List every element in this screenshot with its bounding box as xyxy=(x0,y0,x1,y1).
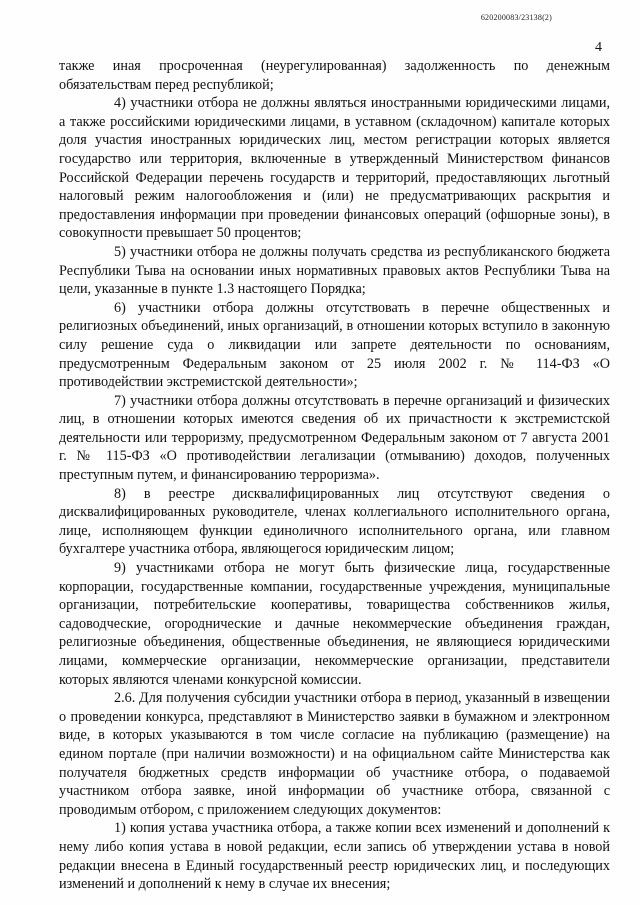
paragraph-item-6: 6) участники отбора должны отсутствовать в перечне общественных и религиозных объединений, иных организаций, в отношении которых вступило в законную силу решение суда о ликвидации или запрете деятельности по основаниям, предусмотренным Федеральным законом от 25 июля 2002 г. № 114-ФЗ «О противодействии экстремистской деятельности»; xyxy=(59,299,610,391)
document-code: 620200083/23138(2) xyxy=(480,13,552,22)
paragraph-document-1: 1) копия устава участника отбора, а также копии всех изменений и дополнений к нему либо копия устава в новой редакции, если запись об утверждении устава в новой редакции внесена в Единый государственный реестр юридических лиц, и последующих изменений и дополнений к нему в случае их внесения; xyxy=(59,820,610,893)
paragraph-item-8: 8) в реестре дисквалифицированных лиц отсутствуют сведения о дисквалифицированных руководителе, членах коллегиального исполнительного органа, лице, исполняющем функции единоличного исполнительного органа, или главном бухгалтере участника отбора, являющегося юридическим лицом; xyxy=(59,485,610,558)
paragraph-item-7: 7) участники отбора должны отсутствовать в перечне организаций и физических лиц, в отношении которых имеются сведения об их причастности к экстремистской деятельности или терроризму, предусмотренном Федеральным законом от 7 августа 2001 г. № 115-ФЗ «О противодействии легализации (отмыванию) доходов, полученных преступным путем, и финансированию терроризма». xyxy=(59,392,610,484)
paragraph-item-5: 5) участники отбора не должны получать средства из республиканского бюджета Республики Тыва на основании иных нормативных правовых актов Республики Тыва на цели, указанные в пункте 1.3 настоящего Порядка; xyxy=(59,243,610,298)
paragraph-continuation: также иная просроченная (неурегулированная) задолженность по денежным обязательствам перед республикой; xyxy=(59,58,610,93)
document-body xyxy=(59,57,610,894)
page-number: 4 xyxy=(595,40,602,55)
paragraph-section-2-6: 2.6. Для получения субсидии участники отбора в период, указанный в извещении о проведении конкурса, представляют в Министерство заявки в бумажном и электронном виде, в которых указываются в том числе согласие на публикацию (размещение) на едином портале (при наличии возможности) и на официальном сайте Министерства как получателя бюджетных средств информации об участнике отбора, о подаваемой участником отбора заявке, иной информации об участнике отбора, связанной с проводимым отбором, с приложением следующих документов: xyxy=(59,690,610,818)
paragraph-item-9: 9) участниками отбора не могут быть физические лица, государственные корпорации, государственные компании, государственные учреждения, муниципальные организации, потребительские кооперативы, товарищества собственников жилья, садоводческие, огороднические и дачные некоммерческие объединения граждан, религиозные объединения, общественные объединения, не являющиеся юридическими лицами, коммерческие организации, некоммерческие организации, представители которых являются членами конкурсной комиссии. xyxy=(59,560,610,688)
paragraph-item-4: 4) участники отбора не должны являться иностранными юридическими лицами, а также российскими юридическими лицами, в уставном (складочном) капитале которых доля участия иностранных юридических лиц, местом регистрации которых является государство или территория, включенные в утвержденный Министерством финансов Российской Федерации перечень государств и территорий, предоставляющих льготный налоговый режим налогообложения и (или) не предусматривающих раскрытия и предоставления информации при проведении финансовых операций (офшорные зоны), в совокупности превышает 50 процентов; xyxy=(59,95,610,242)
